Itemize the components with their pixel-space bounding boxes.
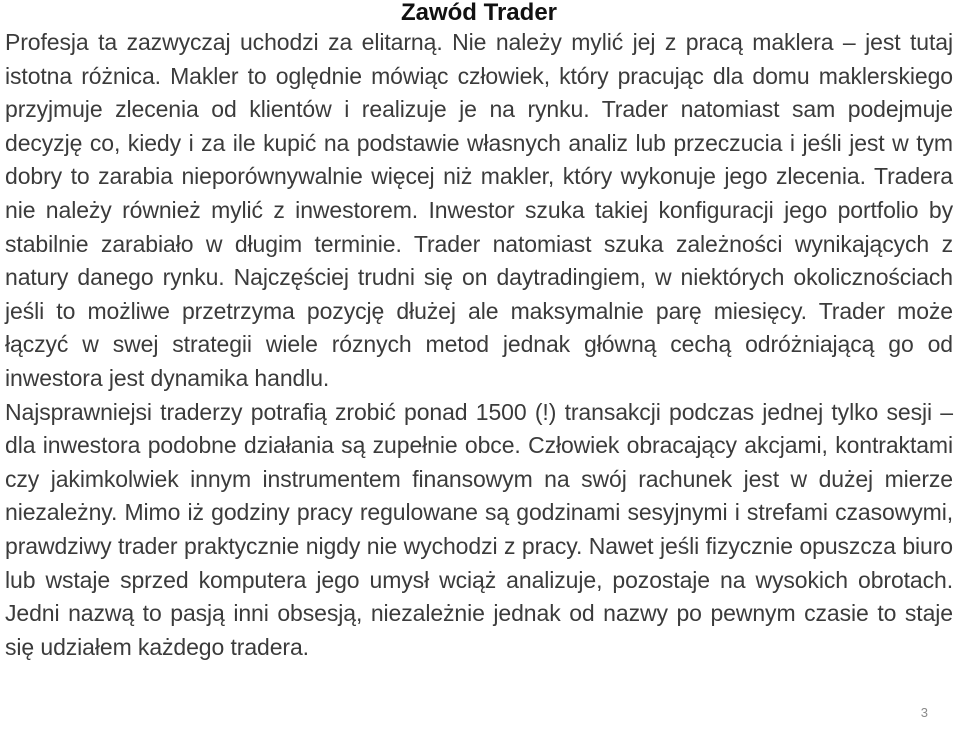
page-title: Zawód Trader (400, 0, 558, 26)
paragraph-2: Najsprawniejsi traderzy potrafią zrobić ponad 1500 (!) transakcji podczas jednej tylko sesji – dla inwestora podobne działania są zupełnie obce. Człowiek obracający akcjami, kontraktami czy jakimkolwiek innym instrumentem finansowym na swój rachunek jest w dużej mierze niezależny. Mimo iż godziny pracy regulowane są godzinami sesyjnymi i strefami czasowymi, prawdziwy trader praktycznie nigdy nie wychodzi z pracy. Nawet jeśli fizycznie opuszcza biuro lub wstaje sprzed komputera jego umysł wciąż analizuje, pozostaje na wysokich obrotach. Jedni nazwą to pasją inni obsesją, niezależnie jednak od nazwy po pewnym czasie to staje się udziałem każdego tradera. (5, 398, 953, 660)
page-number: 3 (920, 705, 928, 720)
paragraph-1: Profesja ta zazwyczaj uchodzi za elitarną. Nie należy mylić jej z pracą maklera – jest tutaj istotna różnica. Makler to oględnie mówiąc człowiek, który pracując dla domu maklerskiego przyjmuje zlecenia od klientów i realizuje je na rynku. Trader natomiast sam podejmuje decyzję co, kiedy i za ile kupić na podstawie własnych analiz lub przeczucia i jeśli jest w tym dobry to zarabia nieporównywalnie więcej niż makler, który wykonuje jego zlecenia. Tradera nie należy również mylić z inwestorem. Inwestor szuka takiej konfiguracji jego portfolio by stabilnie zarabiało w długim terminie. Trader natomiast szuka zależności wynikających z natury danego rynku. Najczęściej trudni się on daytradingiem, w niektórych okolicznościach jeśli to możliwe przetrzyma pozycję dłużej ale maksymalnie parę miesięcy. Trader może łączyć w swej strategii wiele róznych metod jednak główną cechą odróżniającą go od inwestora jest dynamika handlu. (5, 29, 953, 391)
